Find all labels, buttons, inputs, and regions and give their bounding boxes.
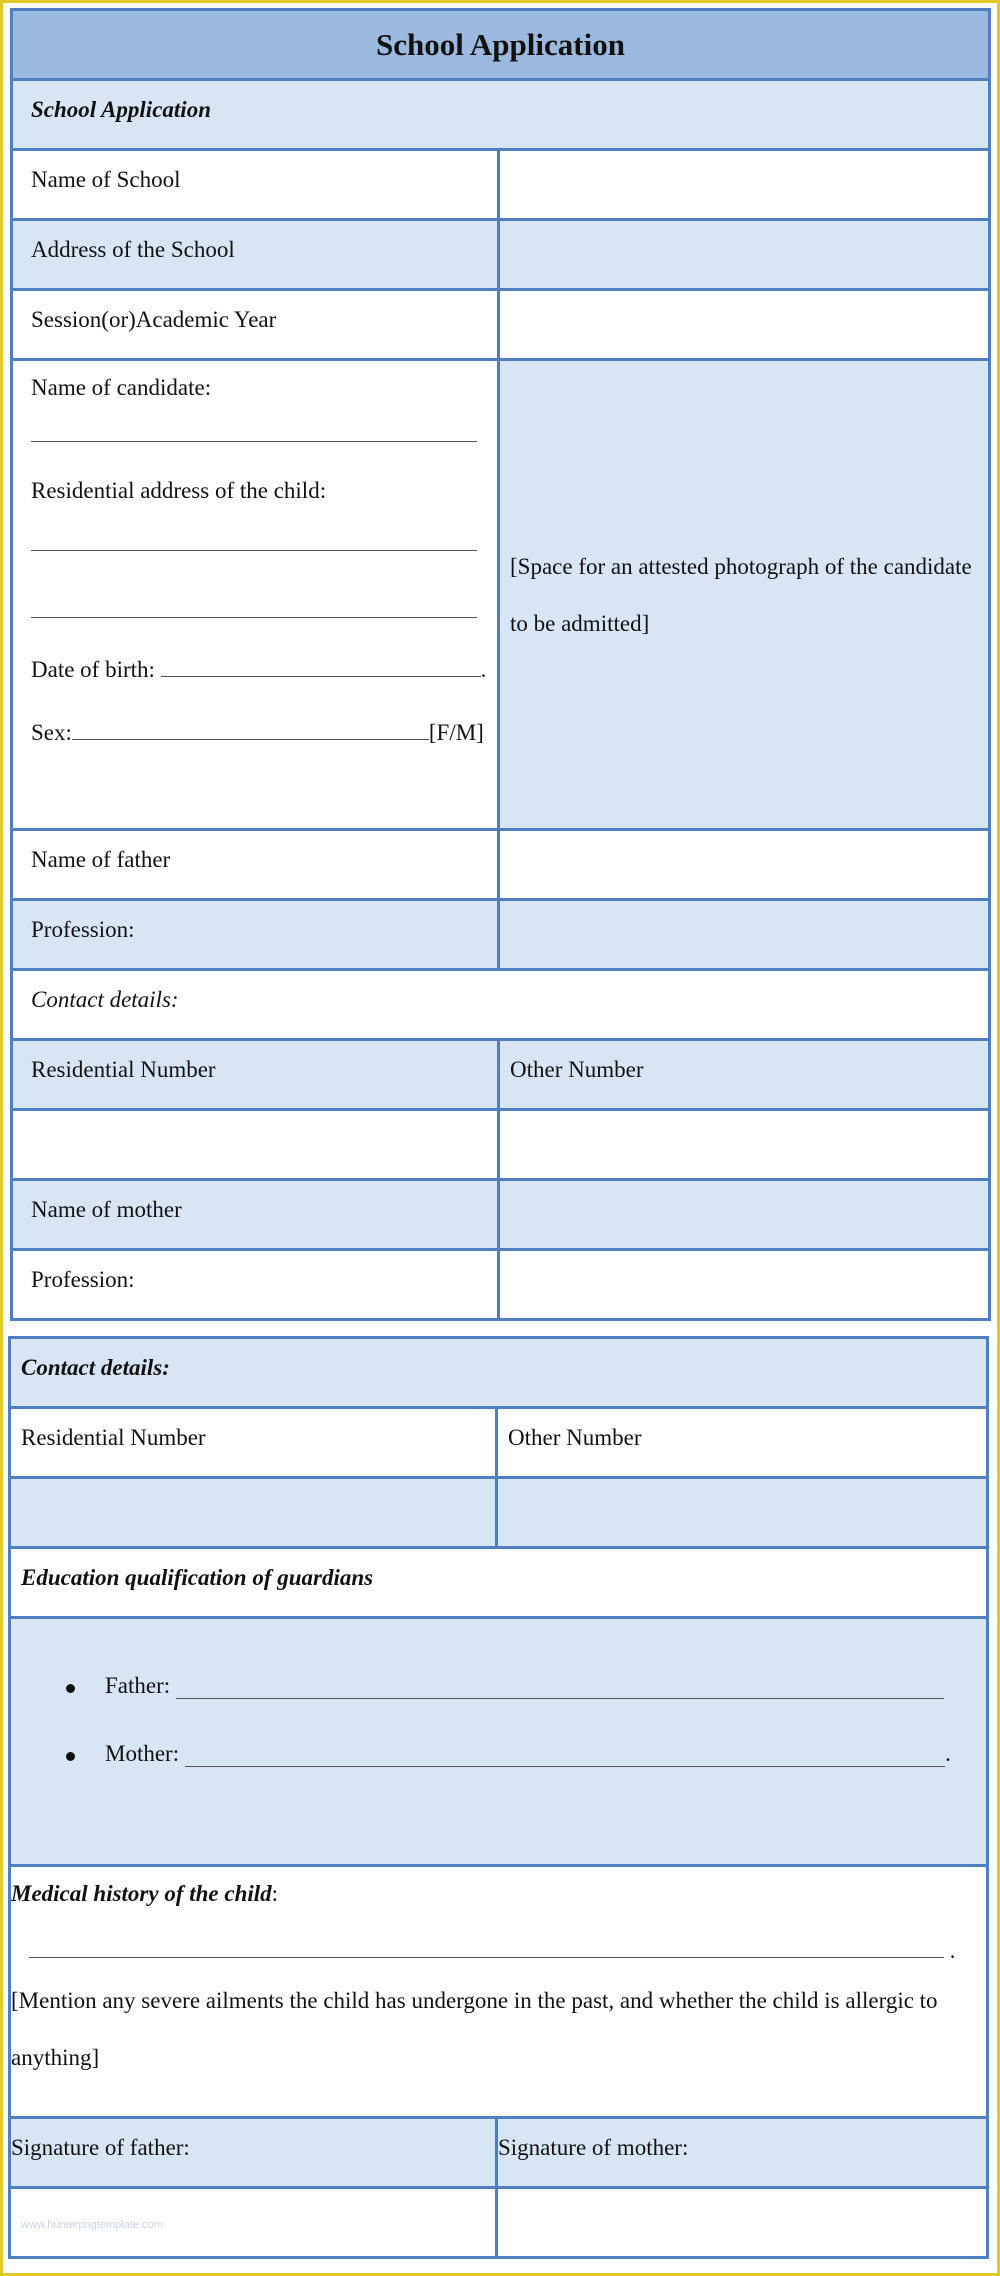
candidate-details-cell	[12, 360, 499, 830]
mother-education-label: Mother:	[105, 1741, 180, 1766]
address-line-2[interactable]	[31, 551, 477, 618]
medical-line-end: .	[949, 1938, 956, 1963]
residential-number-field[interactable]	[12, 1110, 499, 1180]
father-education-item	[21, 1673, 986, 1699]
father-profession-field[interactable]	[499, 900, 990, 970]
address-line-1[interactable]	[31, 504, 477, 551]
medical-history-line[interactable]	[29, 1937, 944, 1958]
education-details	[10, 1618, 988, 1866]
medical-heading-colon: :	[271, 1881, 279, 1906]
other-number-label-2: Other Number	[497, 1408, 988, 1478]
application-form-part-1	[10, 8, 991, 1321]
dob-end: .	[480, 657, 487, 682]
mother-education-item	[21, 1741, 986, 1767]
session-field[interactable]	[499, 290, 990, 360]
candidate-name-line[interactable]	[31, 401, 477, 442]
section-heading: School Application	[12, 80, 990, 150]
father-name-field[interactable]	[499, 830, 990, 900]
sex-options: [F/M]	[428, 720, 484, 745]
mother-profession-label: Profession:	[12, 1250, 499, 1320]
mother-name-field[interactable]	[499, 1180, 990, 1250]
mother-name-label: Name of mother	[12, 1180, 499, 1250]
father-name-label: Name of father	[12, 830, 499, 900]
father-profession-label: Profession:	[12, 900, 499, 970]
mother-education-line[interactable]	[185, 1746, 945, 1767]
mother-signature-label: Signature of mother:	[497, 2118, 988, 2188]
mother-education-end: .	[945, 1741, 951, 1766]
application-form-part-2	[8, 1336, 989, 2259]
mother-signature-field[interactable]	[497, 2188, 988, 2258]
form-title: School Application	[12, 10, 990, 80]
photo-space	[499, 360, 990, 830]
residential-number-field-2[interactable]	[10, 1478, 497, 1548]
medical-history-cell	[10, 1866, 988, 2118]
school-address-label: Address of the School	[12, 220, 499, 290]
father-education-label: Father:	[105, 1673, 171, 1698]
session-label: Session(or)Academic Year	[12, 290, 499, 360]
school-name-label: Name of School	[12, 150, 499, 220]
school-name-field[interactable]	[499, 150, 990, 220]
medical-history-note: [Mention any severe ailments the child has undergone in the past, and whether the child is allergic to anything]	[11, 1988, 938, 2070]
school-address-field[interactable]	[499, 220, 990, 290]
residential-number-label-2: Residential Number	[10, 1408, 497, 1478]
bullet-icon	[66, 1752, 75, 1761]
other-number-field[interactable]	[499, 1110, 990, 1180]
father-education-line[interactable]	[176, 1678, 944, 1699]
contact-details-heading-2: Contact details:	[10, 1338, 988, 1408]
candidate-name-label: Name of candidate:	[31, 375, 212, 400]
contact-details-heading: Contact details:	[12, 970, 990, 1040]
residential-address-label: Residential address of the child:	[31, 478, 327, 503]
dob-label: Date of birth:	[31, 657, 155, 682]
sex-line[interactable]	[72, 719, 429, 740]
watermark: www.hunterpngtemplate.com	[10, 2188, 497, 2258]
photo-instruction: [Space for an attested photograph of the candidate to be admitted]	[510, 553, 972, 636]
other-number-field-2[interactable]	[497, 1478, 988, 1548]
dob-line[interactable]	[161, 656, 481, 677]
other-number-label: Other Number	[499, 1040, 990, 1110]
residential-number-label: Residential Number	[12, 1040, 499, 1110]
father-signature-label: Signature of father:	[10, 2118, 497, 2188]
mother-profession-field[interactable]	[499, 1250, 990, 1320]
sex-label: Sex:	[31, 720, 72, 745]
bullet-icon	[66, 1684, 75, 1693]
education-heading: Education qualification of guardians	[10, 1548, 988, 1618]
medical-history-heading: Medical history of the child	[11, 1881, 272, 1906]
